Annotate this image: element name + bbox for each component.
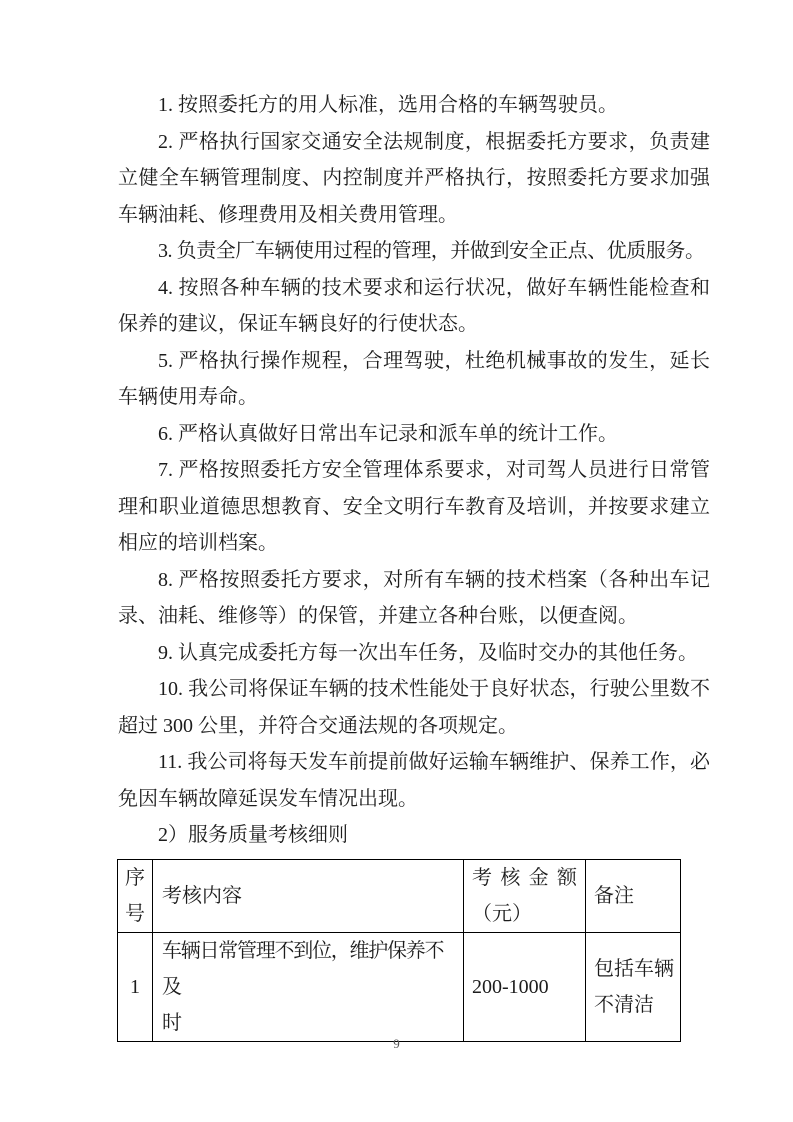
table-cell-content-line2: 时 <box>162 1012 182 1034</box>
body-line: 1. 按照委托方的用人标准，选用合格的车辆驾驶员。 <box>158 94 618 116</box>
body-line: 10. 我公司将保证车辆的技术性能处于良好状态，行驶公里数不 <box>158 678 710 700</box>
page-number: 9 <box>393 1036 400 1051</box>
body-line: 6. 严格认真做好日常出车记录和派车单的统计工作。 <box>158 422 618 445</box>
table-header-row <box>118 860 681 933</box>
table-header-amount <box>464 860 586 933</box>
section-heading: 2）服务质量考核细则 <box>158 824 348 846</box>
body-line: 理和职业道德思想教育、安全文明行车教育及培训，并按要求建立 <box>118 495 710 518</box>
table-header-amount-line2: （元） <box>472 903 532 925</box>
body-line: 2. 严格执行国家交通安全法规制度，根据委托方要求，负责建 <box>158 130 710 153</box>
body-line: 相应的培训档案。 <box>118 532 278 554</box>
body-line: 5. 严格执行操作规程，合理驾驶，杜绝机械事故的发生，延长 <box>158 349 710 372</box>
body-line: 7. 严格按照委托方安全管理体系要求，对司驾人员进行日常管 <box>158 459 710 481</box>
table-header-content: 考核内容 <box>153 860 464 933</box>
document-body <box>118 87 710 854</box>
body-line: 立健全车辆管理制度、内控制度并严格执行，按照委托方要求加强 <box>118 167 710 189</box>
body-line: 车辆使用寿命。 <box>118 386 258 408</box>
body-line: 保养的建议，保证车辆良好的行使状态。 <box>118 313 478 335</box>
table-cell-content-line1: 车辆日常管理不到位，维护保养不及 <box>162 940 444 998</box>
table-header-no: 序号 <box>118 860 153 933</box>
table-cell-amount: 200-1000 <box>464 933 586 1042</box>
table-header-amount-line1: 考核金额 <box>472 867 577 889</box>
body-line: 8. 严格按照委托方要求，对所有车辆的技术档案（各种出车记 <box>158 568 710 591</box>
table-header-note: 备注 <box>586 860 681 933</box>
body-line: 超过 300 公里，并符合交通法规的各项规定。 <box>118 714 518 737</box>
body-line: 11. 我公司将每天发车前提前做好运输车辆维护、保养工作，必 <box>158 751 710 773</box>
body-line: 9. 认真完成委托方每一次出车任务，及临时交办的其他任务。 <box>158 641 698 664</box>
body-line: 免因车辆故障延误发车情况出现。 <box>118 787 418 810</box>
body-line: 车辆油耗、修理费用及相关费用管理。 <box>118 203 458 226</box>
table-cell-content <box>153 933 464 1042</box>
body-line: 录、油耗、维修等）的保管，并建立各种台账，以便查阅。 <box>118 605 638 627</box>
body-line: 3. 负责全厂车辆使用过程的管理，并做到安全正点、优质服务。 <box>158 240 705 262</box>
body-line: 4. 按照各种车辆的技术要求和运行状况，做好车辆性能检查和 <box>158 276 710 299</box>
table-row <box>118 933 681 1042</box>
assessment-table <box>117 859 681 1042</box>
table-cell-no: 1 <box>118 933 153 1042</box>
table-cell-note-line1: 包括车辆 <box>594 958 674 980</box>
table-cell-note-line2: 不清洁 <box>594 994 654 1016</box>
table-cell-note <box>586 933 681 1042</box>
